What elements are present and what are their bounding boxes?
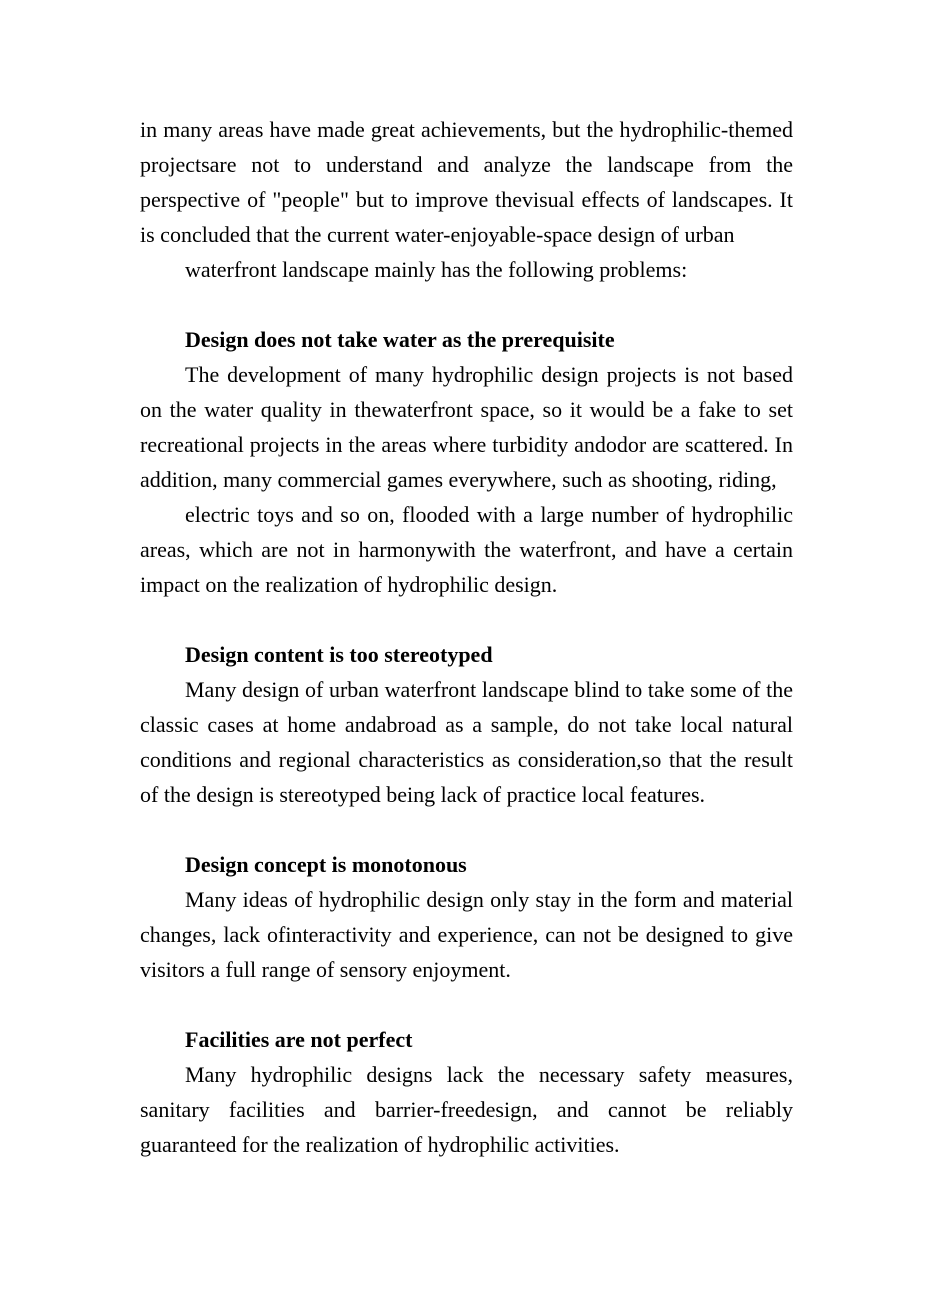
section-heading-content-stereotyped: Design content is too stereotyped: [185, 642, 493, 667]
paragraph-content-stereotyped: Many design of urban waterfront landscape blind to take some of the classic cases at home andabroad as a sample, do not take local natural conditions and regional characteristics as consideration,so that the result of the design is stereotyped being lack of practice local features.: [140, 677, 793, 807]
section-heading-water-prerequisite: Design does not take water as the prerequisite: [185, 327, 615, 352]
paragraph-intro-continuation: in many areas have made great achievements, but the hydrophilic-themed projectsare not to understand and analyze the landscape from the perspective of "people" but to improve thevisual effects of landscapes. It is concluded that the current water-enjoyable-space design of urban: [140, 117, 793, 247]
paragraph-water-prerequisite-2: electric toys and so on, flooded with a large number of hydrophilic areas, which are not in harmonywith the waterfront, and have a certain impact on the realization of hydrophilic design.: [140, 502, 793, 597]
section-heading-facilities-not-perfect: Facilities are not perfect: [185, 1027, 413, 1052]
paragraph-water-prerequisite-1: The development of many hydrophilic design projects is not based on the water quality in thewaterfront space, so it would be a fake to set recreational projects in the areas where turbidity andodor are scattered. In addition, many commercial games everywhere, such as shooting, riding,: [140, 362, 793, 492]
paragraph-facilities-not-perfect: Many hydrophilic designs lack the necessary safety measures, sanitary facilities and barrier-freedesign, and cannot be reliably guaranteed for the realization of hydrophilic activities.: [140, 1062, 793, 1157]
section-heading-concept-monotonous: Design concept is monotonous: [185, 852, 467, 877]
document-content: [140, 112, 793, 1162]
paragraph-concept-monotonous: Many ideas of hydrophilic design only stay in the form and material changes, lack ofinteractivity and experience, can not be designed to give visitors a full range of sensory enjoyment.: [140, 887, 793, 982]
paragraph-problems-lead-in: waterfront landscape mainly has the following problems:: [185, 257, 688, 282]
